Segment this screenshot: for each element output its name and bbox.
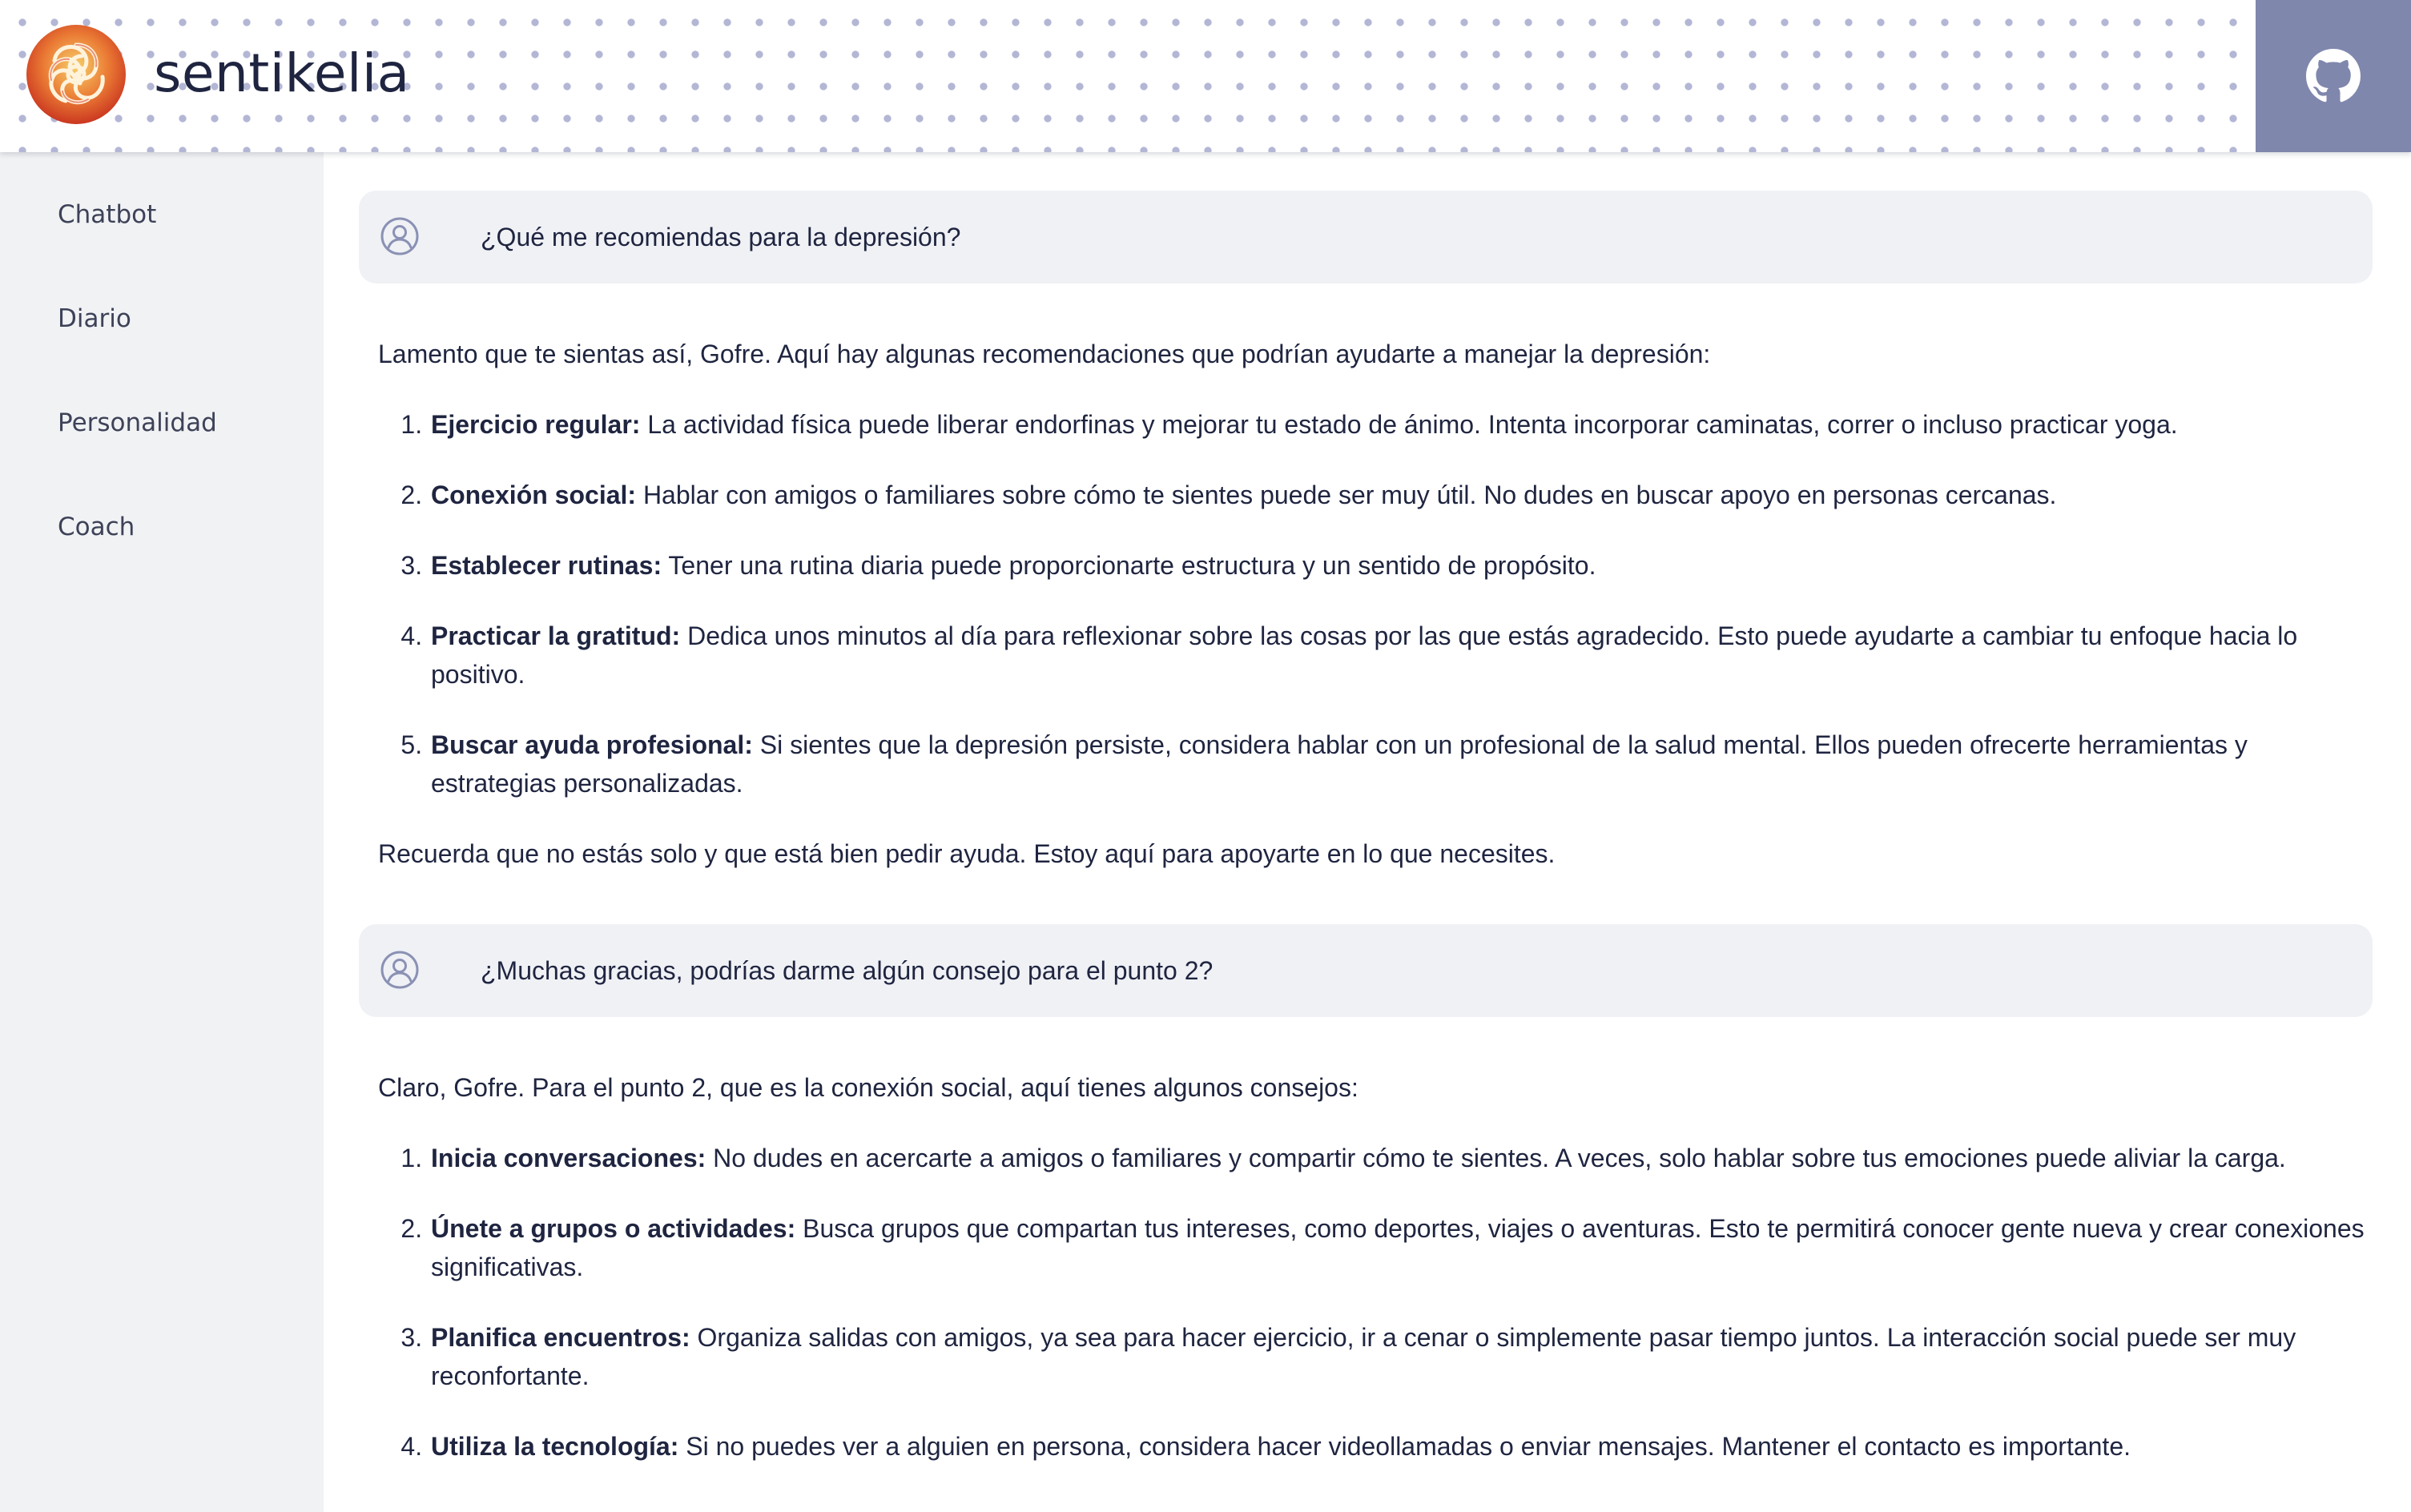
sidebar-item-chatbot[interactable]: Chatbot	[58, 200, 157, 229]
list-item-text: Si no puedes ver a alguien en persona, considera hacer videollamadas o enviar mensajes. Mantener el contacto es importante.	[678, 1432, 2131, 1461]
list-item	[429, 617, 2371, 694]
sidebar-item-coach[interactable]: Coach	[58, 513, 135, 541]
list-item-text: Organiza salidas con amigos, ya sea para hacer ejercicio, ir a cenar o simplemente pasar tiempo juntos. La interacción social puede ser muy reconfortante.	[431, 1323, 2296, 1390]
advice-list	[378, 1139, 2371, 1466]
list-item-text: No dudes en acercarte a amigos o familiares y compartir cómo te sientes. A veces, solo hablar sobre tus emociones puede aliviar la carga.	[706, 1144, 2286, 1172]
list-item-text: Dedica unos minutos al día para reflexionar sobre las cosas por las que estás agradecido. Esto puede ayudarte a cambiar tu enfoque hacia lo positivo.	[431, 621, 2298, 689]
list-item-title: Ejercicio regular:	[431, 410, 641, 439]
list-item-title: Practicar la gratitud:	[431, 621, 681, 650]
assistant-message	[378, 1068, 2371, 1498]
list-item-text: Tener una rutina diaria puede proporcionarte estructura y un sentido de propósito.	[662, 551, 1596, 580]
assistant-message	[378, 335, 2371, 873]
list-item-title: Establecer rutinas:	[431, 551, 662, 580]
list-item	[429, 546, 2371, 585]
user-circle-icon	[380, 950, 420, 990]
list-item-text: Si sientes que la depresión persiste, considera hablar con un profesional de la salud mental. Ellos pueden ofrecerte herramientas y estrategias personalizadas.	[431, 730, 2248, 798]
user-message-text: ¿Qué me recomiendas para la depresión?	[481, 223, 961, 251]
list-item-title: Únete a grupos o actividades:	[431, 1214, 796, 1243]
list-item-title: Conexión social:	[431, 481, 637, 509]
recommendation-list	[378, 405, 2371, 802]
user-message-text: ¿Muchas gracias, podrías darme algún consejo para el punto 2?	[481, 956, 1214, 985]
brain-knot-logo[interactable]	[24, 22, 128, 127]
list-item	[429, 476, 2371, 514]
list-item	[429, 1209, 2371, 1286]
list-item	[429, 726, 2371, 802]
assistant-outro: Recuerda que no estás solo y que está bien pedir ayuda. Estoy aquí para apoyarte en lo que necesites.	[378, 839, 1556, 868]
list-item-text: Hablar con amigos o familiares sobre cómo te sientes puede ser muy útil. No dudes en buscar apoyo en personas cercanas.	[636, 481, 2057, 509]
user-message	[359, 191, 2373, 284]
github-icon	[2306, 49, 2361, 103]
assistant-intro: Lamento que te sientas así, Gofre. Aquí hay algunas recomendaciones que podrían ayudarte a manejar la depresión:	[378, 340, 1711, 368]
app-header	[0, 0, 2411, 152]
list-item	[429, 1318, 2371, 1395]
list-item-text: Busca grupos que compartan tus intereses, como deportes, viajes o aventuras. Esto te permitirá conocer gente nueva y crear conexiones significativas.	[431, 1214, 2365, 1281]
brand-name[interactable]: sentikelia	[154, 42, 410, 104]
list-item-title: Buscar ayuda profesional:	[431, 730, 753, 759]
user-circle-icon	[380, 216, 420, 256]
sidebar-item-personalidad[interactable]: Personalidad	[58, 408, 217, 437]
list-item-title: Planifica encuentros:	[431, 1323, 690, 1352]
sidebar-item-diario[interactable]: Diario	[58, 304, 131, 333]
github-button[interactable]	[2256, 0, 2411, 152]
list-item	[429, 405, 2371, 444]
user-message	[359, 924, 2373, 1017]
list-item-title: Utiliza la tecnología:	[431, 1432, 679, 1461]
list-item	[429, 1427, 2371, 1466]
list-item-title: Inicia conversaciones:	[431, 1144, 706, 1172]
list-item-text: La actividad física puede liberar endorfinas y mejorar tu estado de ánimo. Intenta incorporar caminatas, correr o incluso practicar yoga.	[640, 410, 2178, 439]
chat-area	[324, 152, 2411, 1512]
list-item	[429, 1139, 2371, 1177]
assistant-intro: Claro, Gofre. Para el punto 2, que es la conexión social, aquí tienes algunos consejos:	[378, 1073, 1358, 1102]
sidebar	[0, 152, 324, 1512]
